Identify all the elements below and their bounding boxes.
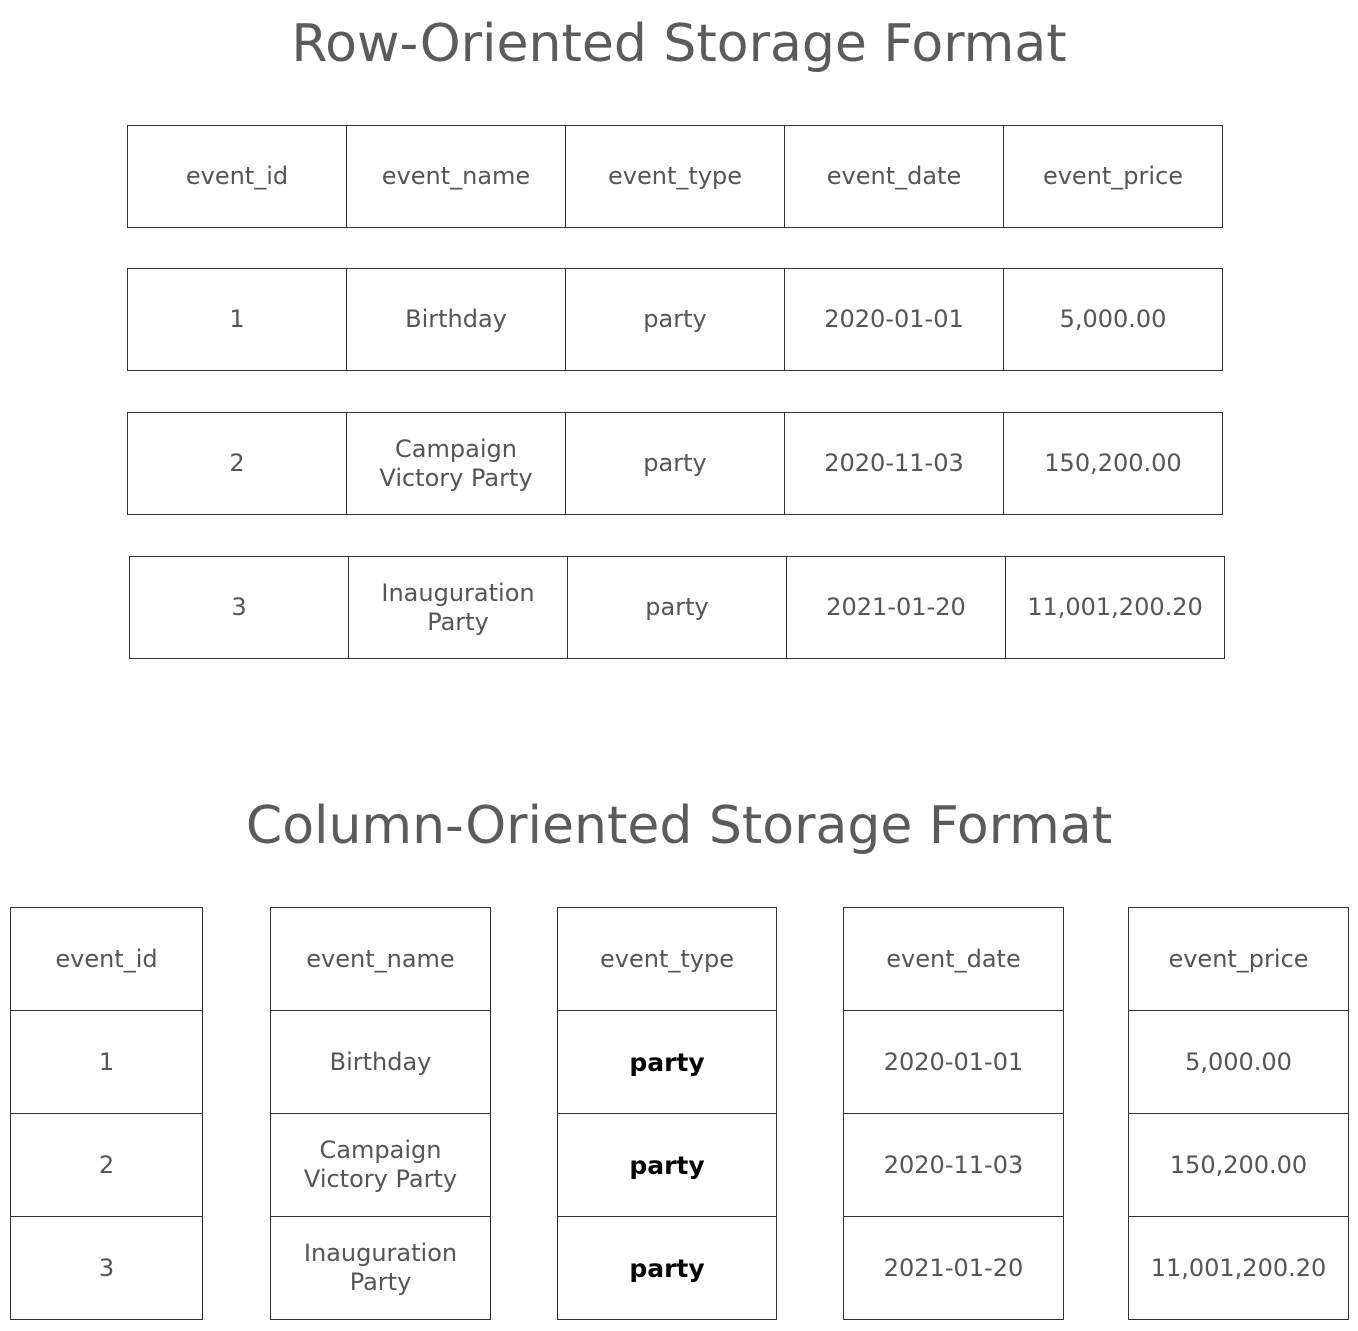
column-header-cell: event_id xyxy=(10,907,203,1011)
row-cell: party xyxy=(567,556,787,659)
row-cell: 3 xyxy=(129,556,349,659)
column-group-event-date xyxy=(843,907,1064,1320)
row-cell: party xyxy=(565,268,785,371)
row-cell: 2020-11-03 xyxy=(784,412,1004,515)
row-cell: 5,000.00 xyxy=(1003,268,1223,371)
row-cell: 11,001,200.20 xyxy=(1005,556,1225,659)
column-cell: 3 xyxy=(10,1216,203,1320)
column-cell: Inauguration Party xyxy=(270,1216,491,1320)
row-cell: Birthday xyxy=(346,268,566,371)
row-cell: 2021-01-20 xyxy=(786,556,1006,659)
column-cell: 5,000.00 xyxy=(1128,1010,1349,1114)
row-header-cell: event_price xyxy=(1003,125,1223,228)
column-cell-emphasized: party xyxy=(557,1010,777,1114)
column-cell: 2020-01-01 xyxy=(843,1010,1064,1114)
column-cell: 1 xyxy=(10,1010,203,1114)
row-oriented-title: Row-Oriented Storage Format xyxy=(291,14,1067,74)
column-cell: Birthday xyxy=(270,1010,491,1114)
column-cell: Campaign Victory Party xyxy=(270,1113,491,1217)
row-cell: Campaign Victory Party xyxy=(346,412,566,515)
column-cell: 2 xyxy=(10,1113,203,1217)
row-cell: party xyxy=(565,412,785,515)
row-record-1 xyxy=(127,268,1227,371)
column-header-cell: event_date xyxy=(843,907,1064,1011)
row-header-cell: event_id xyxy=(127,125,347,228)
column-cell-emphasized: party xyxy=(557,1216,777,1320)
row-header-cell: event_type xyxy=(565,125,785,228)
column-header-cell: event_name xyxy=(270,907,491,1011)
column-group-event-id xyxy=(10,907,203,1320)
column-oriented-title: Column-Oriented Storage Format xyxy=(245,796,1113,856)
column-group-event-name xyxy=(270,907,491,1320)
column-cell: 2021-01-20 xyxy=(843,1216,1064,1320)
row-cell: 2 xyxy=(127,412,347,515)
column-cell: 2020-11-03 xyxy=(843,1113,1064,1217)
row-header-cell: event_date xyxy=(784,125,1004,228)
column-cell: 150,200.00 xyxy=(1128,1113,1349,1217)
row-record-3 xyxy=(129,556,1229,659)
column-header-cell: event_type xyxy=(557,907,777,1011)
column-group-event-price xyxy=(1128,907,1349,1320)
column-cell: 11,001,200.20 xyxy=(1128,1216,1349,1320)
row-cell: 1 xyxy=(127,268,347,371)
column-group-event-type xyxy=(557,907,777,1320)
row-cell: Inauguration Party xyxy=(348,556,568,659)
column-header-cell: event_price xyxy=(1128,907,1349,1011)
row-record-header xyxy=(127,125,1227,228)
row-cell: 2020-01-01 xyxy=(784,268,1004,371)
row-record-2 xyxy=(127,412,1227,515)
row-header-cell: event_name xyxy=(346,125,566,228)
column-cell-emphasized: party xyxy=(557,1113,777,1217)
row-cell: 150,200.00 xyxy=(1003,412,1223,515)
